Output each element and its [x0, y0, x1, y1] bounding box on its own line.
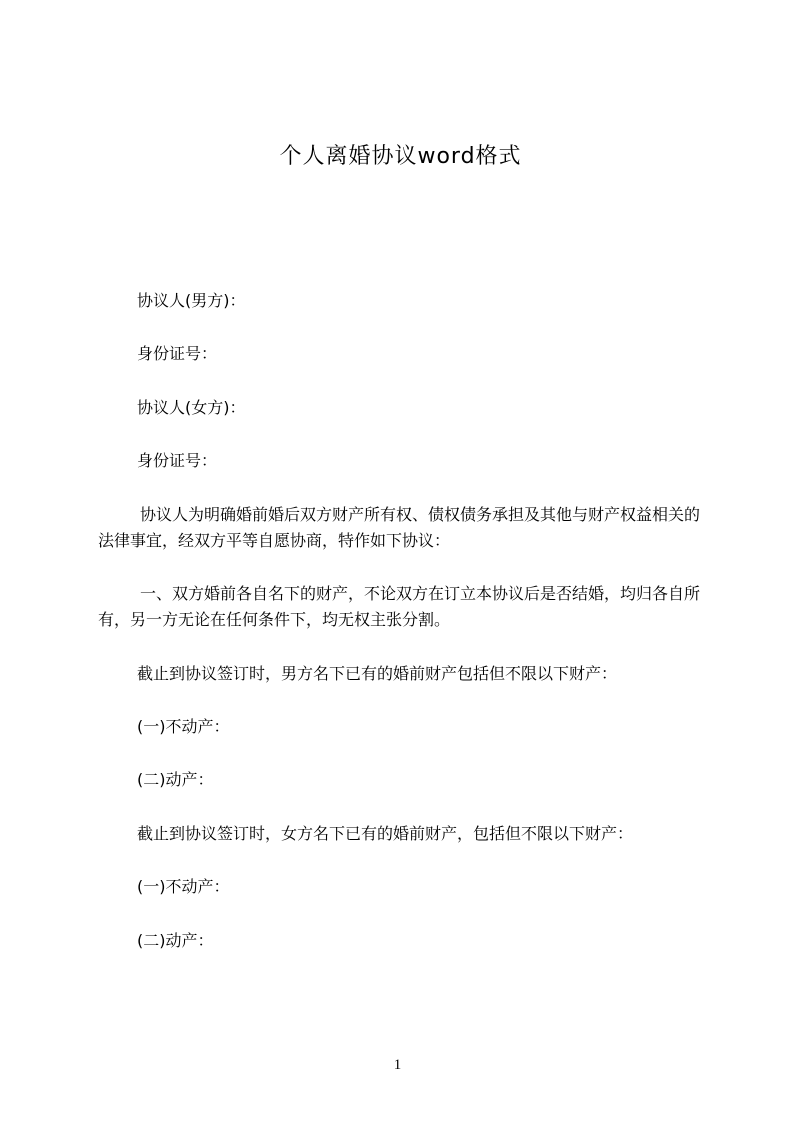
clause-1-line-1: 一、双方婚前各自名下的财产，不论双方在订立本协议后是否结婚，均归各自所 — [140, 584, 701, 603]
preamble-line-1: 协议人为明确婚前婚后双方财产所有权、债权债务承担及其他与财产权益相关的 — [140, 505, 701, 524]
preamble-line-2: 法律事宜，经双方平等自愿协商，特作如下协议： — [98, 531, 451, 550]
party-male-label: 协议人(男方)： — [137, 291, 246, 310]
page-number: 1 — [393, 1057, 402, 1073]
female-item-real-estate: (一)不动产： — [137, 877, 230, 896]
id-number-label-female: 身份证号： — [137, 451, 218, 470]
party-female-label: 协议人(女方)： — [137, 398, 246, 417]
id-number-label-male: 身份证号： — [137, 344, 218, 363]
male-item-real-estate: (一)不动产： — [137, 717, 230, 736]
male-property-intro: 截止到协议签订时，男方名下已有的婚前财产包括但不限以下财产： — [137, 664, 618, 683]
document-title: 个人离婚协议word格式 — [279, 144, 522, 169]
male-item-movable-property: (二)动产： — [137, 770, 214, 789]
female-item-movable-property: (二)动产： — [137, 931, 214, 950]
clause-1-line-2: 有，另一方无论在任何条件下，均无权主张分割。 — [98, 610, 451, 629]
female-property-intro: 截止到协议签订时，女方名下已有的婚前财产，包括但不限以下财产： — [137, 824, 634, 843]
